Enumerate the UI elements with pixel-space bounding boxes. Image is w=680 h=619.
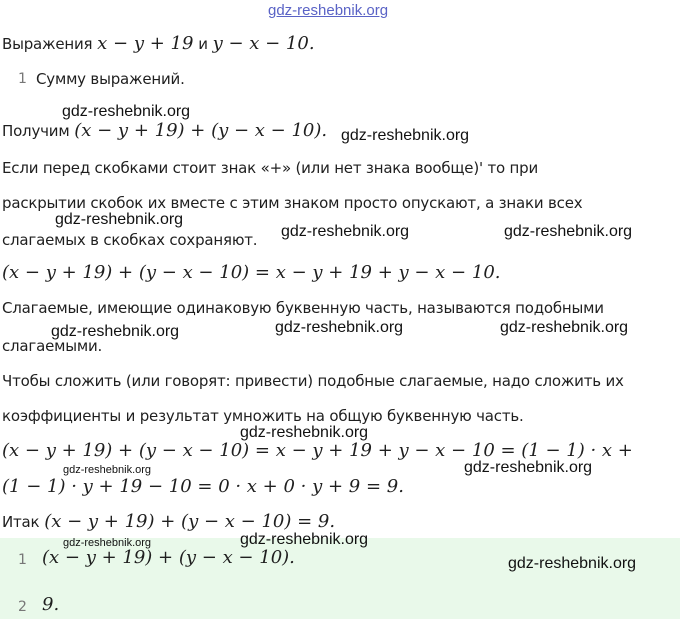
rule-line: слагаемыми.: [2, 337, 103, 355]
watermark: gdz-reshebnik.org: [508, 555, 637, 572]
result-expr: (x − y + 19) + (y − x − 10): [74, 120, 322, 141]
watermark: gdz-reshebnik.org: [275, 319, 404, 336]
conclusion-expr: (x − y + 19) + (y − x − 10) = 9.: [44, 511, 336, 532]
conclusion-text: Итак: [2, 513, 40, 531]
watermark: gdz-reshebnik.org: [51, 323, 180, 340]
equation-simplify: (x − y + 19) + (y − x − 10) = x − y + 19 + y − x − 10 = (1 − 1) · x +: [2, 440, 633, 461]
intro-expr-1: x − y + 19: [97, 33, 194, 54]
answer-number: 2: [18, 599, 27, 615]
answer-number: 1: [18, 552, 27, 568]
intro-line: [2, 33, 315, 54]
watermark-top[interactable]: gdz-reshebnik.org: [268, 2, 389, 19]
watermark: gdz-reshebnik.org: [281, 223, 410, 240]
rule-line: коэффициенты и результат умножить на общую буквенную часть.: [2, 407, 524, 425]
rule-line: Чтобы сложить (или говорят: привести) подобные слагаемые, надо сложить их: [2, 372, 624, 390]
watermark: gdz-reshebnik.org: [240, 424, 369, 441]
result-trail: .: [321, 120, 328, 141]
watermark: gdz-reshebnik.org: [464, 459, 593, 476]
rule-line: Слагаемые, имеющие одинаковую буквенную часть, называются подобными: [2, 299, 604, 317]
equation-expand: (x − y + 19) + (y − x − 10) = x − y + 19 + y − x − 10.: [2, 262, 501, 283]
conclusion-line: [2, 511, 335, 532]
rule-line: раскрытии скобок их вместе с этим знаком просто опускают, а знаки всех: [2, 194, 583, 212]
watermark: gdz-reshebnik.org: [504, 223, 633, 240]
answer-value: (x − y + 19) + (y − x − 10).: [42, 547, 295, 568]
answer-value: 9.: [42, 594, 60, 615]
watermark: gdz-reshebnik.org: [62, 103, 191, 120]
rule-line: слагаемых в скобках сохраняют.: [2, 231, 258, 249]
intro-text: Выражения: [2, 35, 93, 53]
watermark: gdz-reshebnik.org: [341, 127, 470, 144]
watermark: gdz-reshebnik.org: [63, 537, 152, 549]
intro-expr-2: y − x − 10.: [212, 33, 315, 54]
equation-simplify-cont: (1 − 1) · y + 19 − 10 = 0 · x + 0 · y + 9 = 9.: [2, 476, 404, 497]
watermark: gdz-reshebnik.org: [55, 211, 184, 228]
result-line: [2, 120, 327, 141]
step-number: 1: [18, 71, 27, 87]
result-text: Получим: [2, 122, 70, 140]
step-label: Сумму выражений.: [36, 70, 185, 88]
watermark: gdz-reshebnik.org: [500, 319, 629, 336]
watermark: gdz-reshebnik.org: [240, 531, 369, 548]
watermark: gdz-reshebnik.org: [63, 464, 152, 476]
rule-line: Если перед скобками стоит знак «+» (или нет знака вообще)' то при: [2, 159, 539, 177]
intro-conjunction: и: [198, 35, 208, 53]
